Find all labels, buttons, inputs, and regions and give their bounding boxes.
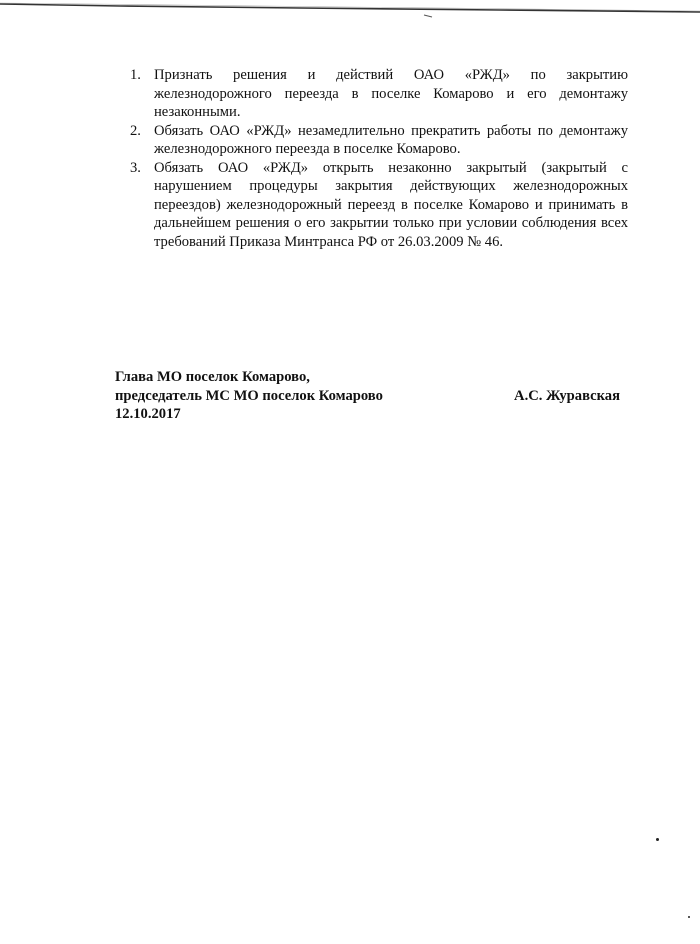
signatory-title-line1: Глава МО поселок Комарово, (115, 369, 310, 385)
list-item (108, 122, 628, 159)
list-item-text: Признать решения и действий ОАО «РЖД» по закрытию железнодорожного переезда в поселке Комарово и его демонтажу незаконными. (154, 67, 628, 120)
scan-top-edge (0, 0, 700, 18)
signatory-name: А.С. Журавская (514, 387, 620, 404)
scan-speck (688, 916, 690, 918)
signatory-title-line2: председатель МС МО поселок Комарово (115, 387, 383, 404)
list-item-text: Обязать ОАО «РЖД» открыть незаконно закрытый (закрытый с нарушением процедуры закрытия действующих железнодорожных переездов) железнодорожный переезд в поселке Комарово и принимать в дальнейшем решения о его закрытии только при условии соблюдения всех требований Приказа Минтранса РФ от 26.03.2009 № 46. (154, 159, 628, 250)
list-item (108, 159, 628, 252)
signatory-row (115, 387, 620, 406)
resolution-list (108, 66, 628, 251)
list-item-number: 3. (130, 159, 141, 176)
signature-block (115, 368, 620, 424)
list-item-text: Обязать ОАО «РЖД» незамедлительно прекратить работы по демонтажу железнодорожного переезда в поселке Комарово. (154, 122, 628, 157)
signature-date: 12.10.2017 (115, 406, 181, 422)
list-item-number: 2. (130, 122, 141, 139)
scan-speck (656, 838, 659, 841)
list-item (108, 66, 628, 122)
list-item-number: 1. (130, 67, 141, 83)
